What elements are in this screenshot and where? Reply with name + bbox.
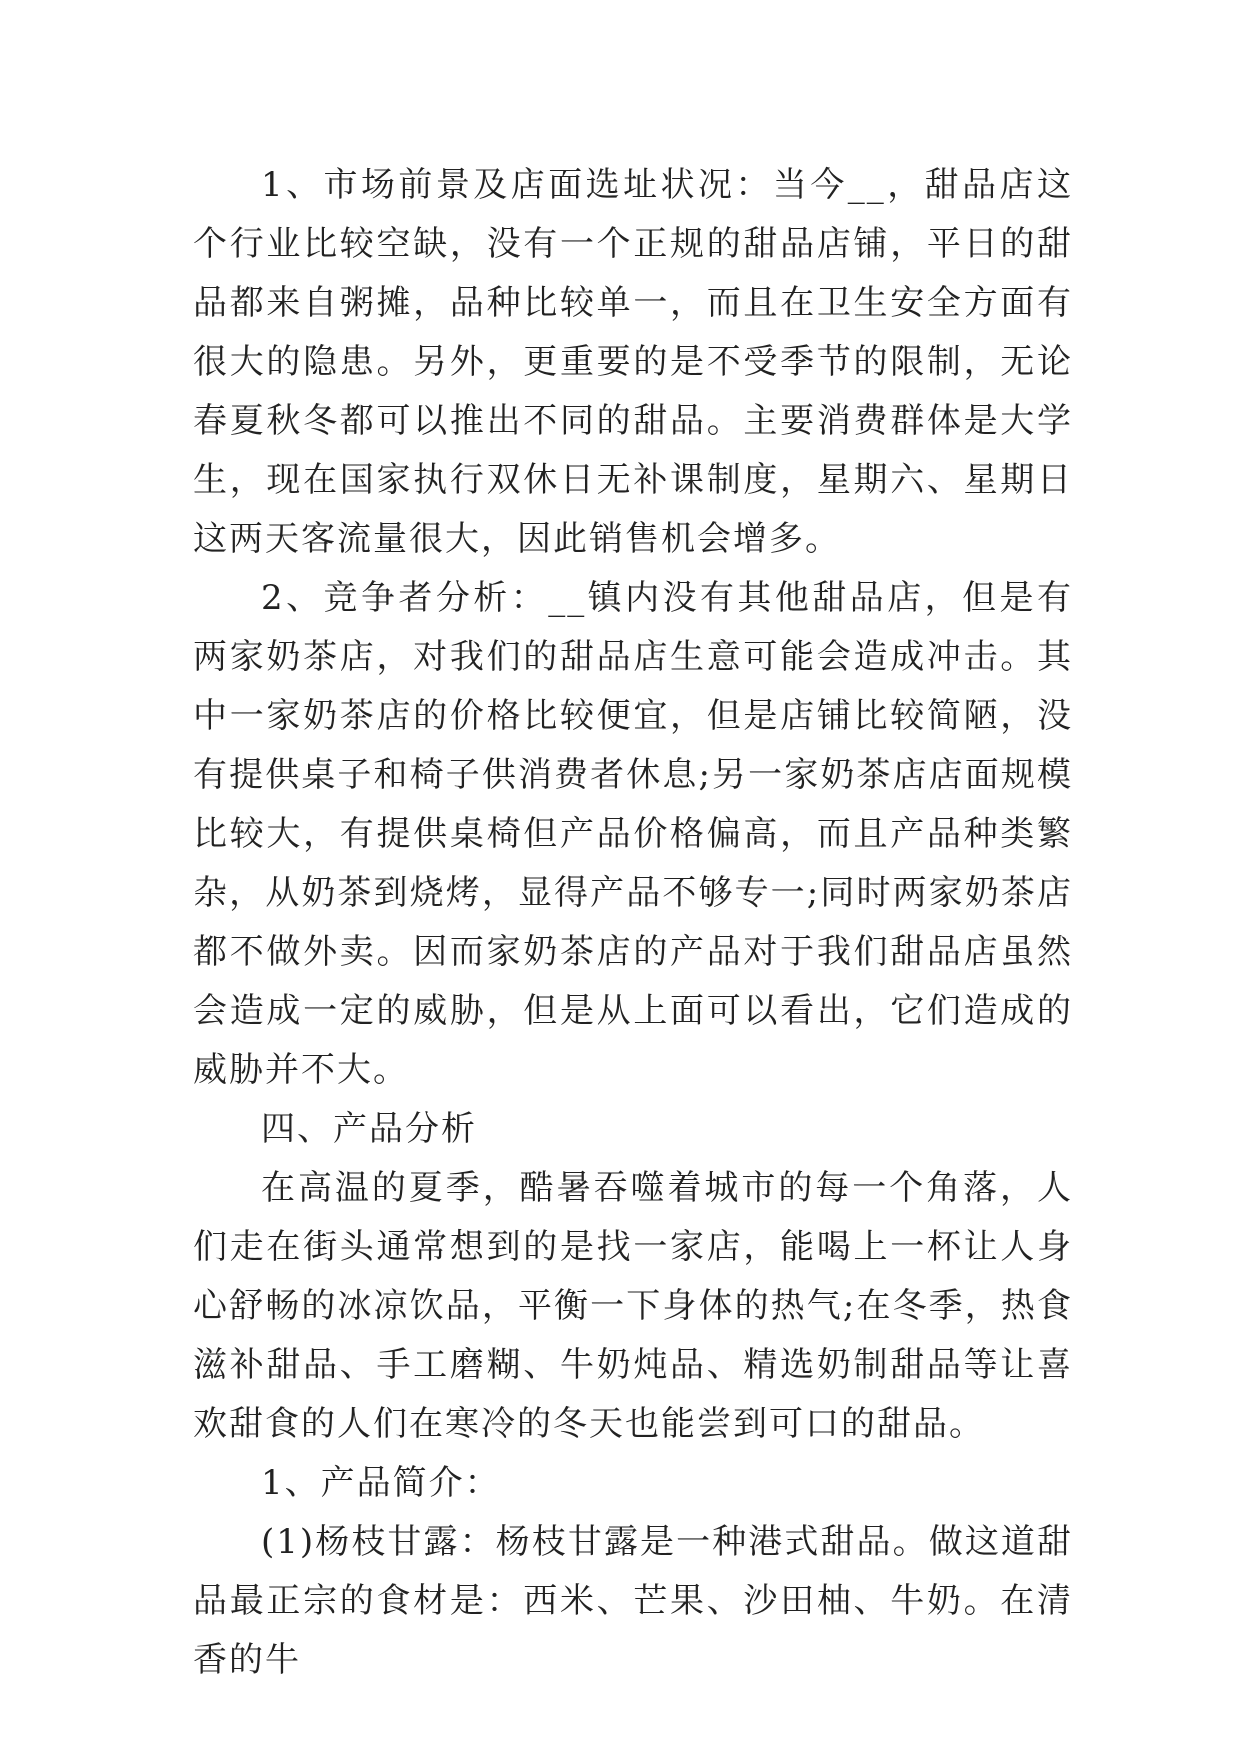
paragraph-competitor-analysis: 2、竞争者分析：__镇内没有其他甜品店，但是有两家奶茶店，对我们的甜品店生意可能会造成冲击。其中一家奶茶店的价格比较便宜，但是店铺比较简陋，没有提供桌子和椅子供消费者休息;另一家奶茶店店面规模比较大，有提供桌椅但产品价格偏高，而且产品种类繁杂，从奶茶到烧烤，显得产品不够专一;同时两家奶茶店都不做外卖。因而家奶茶店的产品对于我们甜品店虽然会造成一定的威胁，但是从上面可以看出，它们造成的威胁并不大。: [193, 578, 1073, 1090]
paragraph-market-outlook: 1、市场前景及店面选址状况：当今__，甜品店这个行业比较空缺，没有一个正规的甜品店铺，平日的甜品都来自粥摊，品种比较单一，而且在卫生安全方面有很大的隐患。另外，更重要的是不受季节的限制，无论春夏秋冬都可以推出不同的甜品。主要消费群体是大学生，现在国家执行双休日无补课制度，星期六、星期日这两天客流量很大，因此销售机会增多。: [193, 165, 1073, 559]
paragraph-product-item-1: (1)杨枝甘露：杨枝甘露是一种港式甜品。做这道甜品最正宗的食材是：西米、芒果、沙田柚、牛奶。在清香的牛: [193, 1522, 1073, 1680]
subheading-product-intro: 1、产品简介：: [261, 1463, 501, 1503]
document-body: [193, 156, 1073, 1690]
paragraph-seasonal-demand: 在高温的夏季，酷暑吞噬着城市的每一个角落，人们走在街头通常想到的是找一家店，能喝上一杯让人身心舒畅的冰凉饮品，平衡一下身体的热气;在冬季，热食滋补甜品、手工磨糊、牛奶炖品、精选奶制甜品等让喜欢甜食的人们在寒冷的冬天也能尝到可口的甜品。: [193, 1168, 1073, 1444]
section-heading-product-analysis: 四、产品分析: [261, 1109, 477, 1149]
